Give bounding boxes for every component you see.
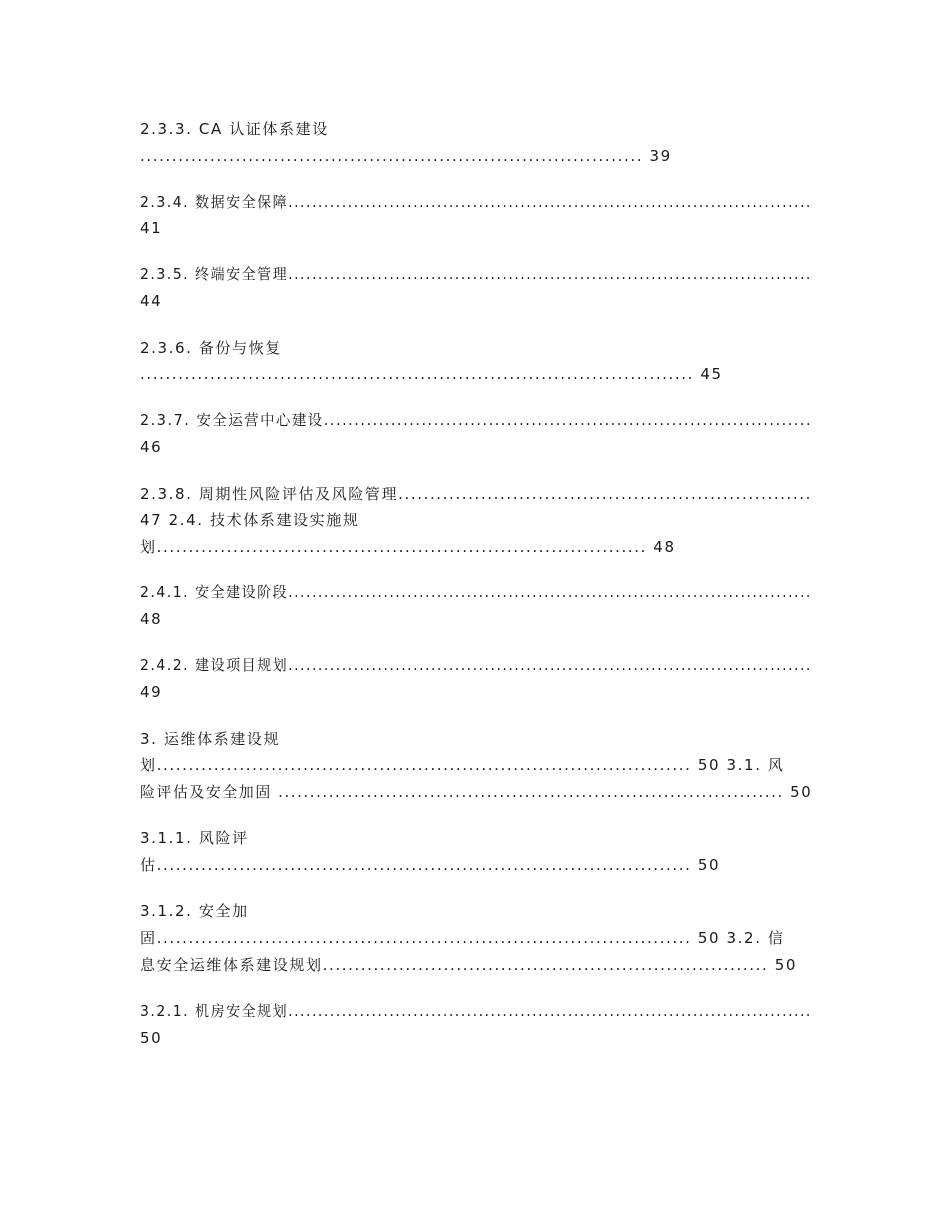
- toc-entry-2-3-5-page: 44: [140, 292, 163, 310]
- toc-entry-2-4-1-title: 2.4.1. 安全建设阶段........................................................................................: [140, 583, 812, 601]
- toc-entry-3-2-1-page: 50: [140, 1029, 163, 1047]
- toc-entry-3-2-1-title: 3.2.1. 机房安全规划........................................................................................: [140, 1002, 812, 1020]
- toc-entry-2-3-4-page: 41: [140, 219, 163, 237]
- toc-entry-2-3-6-title: 2.3.6. 备份与恢复: [140, 339, 282, 357]
- toc-entry-2-4-page: 划............................................................................. 48: [140, 538, 676, 556]
- toc-entry-2-3-8-title: 2.3.8. 周期性风险评估及风险管理.................................................................: [140, 485, 813, 503]
- toc-entry-2-4-2-page: 49: [140, 683, 163, 701]
- toc-entry-2-3-6-page: ....................................................................................... 45: [140, 365, 723, 383]
- toc-entry-2-4-1-page: 48: [140, 610, 163, 628]
- toc-entry-2-4-2-title: 2.4.2. 建设项目规划........................................................................................: [140, 656, 812, 674]
- toc-entry-3-1-2-page: 固.................................................................................... 50 3.2. 信: [140, 929, 785, 947]
- toc-entry-2-3-4-title: 2.3.4. 数据安全保障........................................................................................: [140, 193, 812, 211]
- toc-entry-3-1-2-title: 3.1.2. 安全加: [140, 902, 249, 920]
- toc-entry-2-3-3-title: 2.3.3. CA 认证体系建设: [140, 120, 329, 138]
- toc-entry-3-1-1-title: 3.1.1. 风险评: [140, 829, 249, 847]
- toc-entry-3-title: 3. 运维体系建设规: [140, 730, 281, 748]
- toc-entry-3-1-page: 险评估及安全加固 ................................................................................ 50: [140, 783, 813, 801]
- toc-entry-2-3-7-title: 2.3.7. 安全运营中心建设................................................................................: [140, 411, 813, 429]
- toc-entry-3-1-1-page: 估.................................................................................... 50: [140, 856, 721, 874]
- toc-entry-3-page: 划.................................................................................... 50 3.1. 风: [140, 756, 785, 774]
- toc-entry-3-2-page: 息安全运维体系建设规划...................................................................... 50: [140, 956, 798, 974]
- toc-entry-2-4-title: 47 2.4. 技术体系建设实施规: [140, 511, 360, 529]
- toc-entry-2-3-3-page: ............................................................................... 39: [140, 147, 672, 165]
- toc-entry-2-3-5-title: 2.3.5. 终端安全管理........................................................................................: [140, 265, 812, 283]
- toc-entry-2-3-7-page: 46: [140, 438, 163, 456]
